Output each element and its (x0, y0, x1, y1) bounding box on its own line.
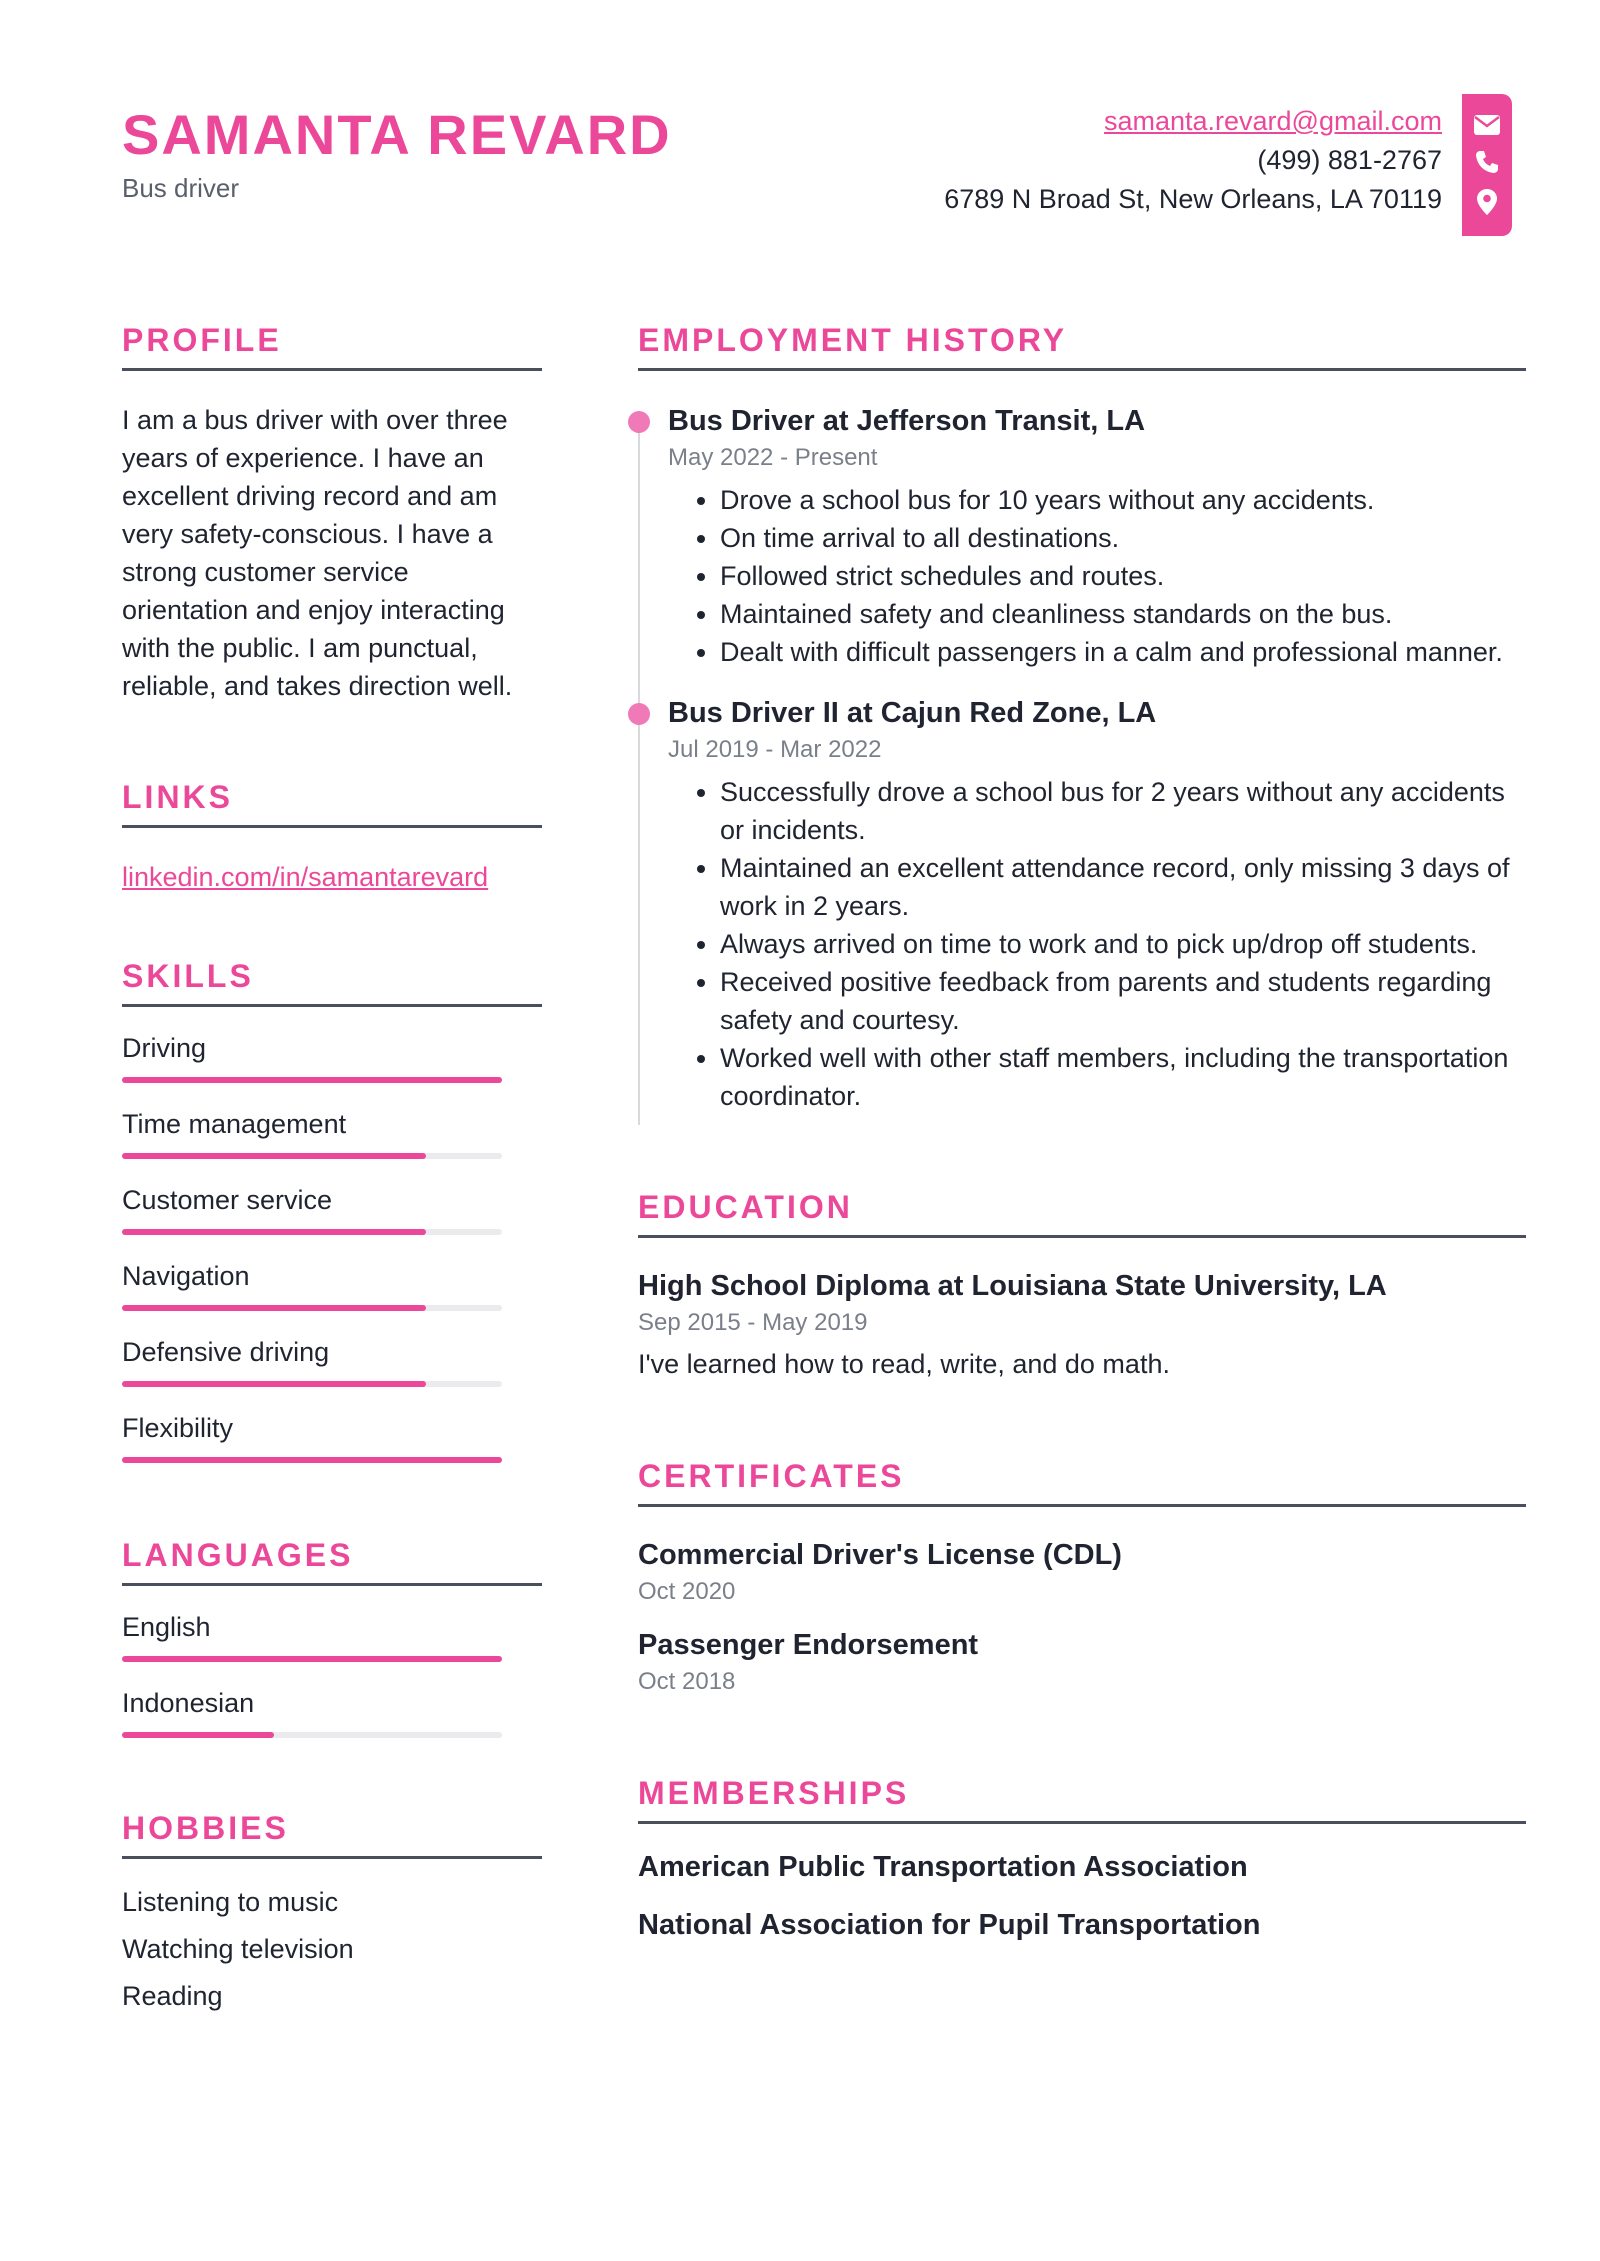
level-item (122, 1257, 542, 1311)
level-bar-fill (122, 1229, 426, 1235)
level-item (122, 1684, 542, 1738)
memberships-list (638, 1838, 1526, 1954)
bullet-item: • Drove a school bus for 10 years without any accidents. (720, 481, 1526, 519)
skills-section (122, 954, 542, 1463)
links-section (122, 775, 542, 896)
level-bar-fill (122, 1153, 426, 1159)
level-bar-track (122, 1305, 502, 1311)
section-heading: HOBBIES (122, 1806, 542, 1859)
level-item (122, 1608, 542, 1662)
level-bar-fill (122, 1077, 502, 1083)
certificate-title: Passenger Endorsement (638, 1629, 979, 1661)
certificate-entry (638, 1535, 1526, 1609)
level-name: Indonesian (122, 1688, 255, 1718)
section-heading: MEMBERSHIPS (638, 1771, 1526, 1824)
education-dates: Sep 2015 - May 2019 (638, 1309, 868, 1336)
level-name: Driving (122, 1033, 207, 1063)
membership-item: American Public Transportation Association (638, 1851, 1248, 1883)
hobbies-section (122, 1806, 542, 2020)
languages-list (122, 1608, 542, 1738)
section-heading: EMPLOYMENT HISTORY (638, 318, 1526, 371)
education-entry (638, 1266, 1526, 1384)
level-name: Time management (122, 1109, 347, 1139)
certificate-date: Oct 2020 (638, 1578, 736, 1605)
certificate-date: Oct 2018 (638, 1668, 736, 1695)
certificate-entry (638, 1625, 1526, 1699)
level-name: Customer service (122, 1185, 333, 1215)
job-entry (668, 693, 1526, 1115)
bullet-item: • Always arrived on time to work and to pick up/drop off students. (720, 925, 1526, 963)
hobby-item: Watching television (122, 1934, 354, 1964)
bullet-item: • On time arrival to all destinations. (720, 519, 1526, 557)
location-pin-icon (1477, 189, 1497, 215)
hobbies-list (122, 1879, 542, 2020)
candidate-name: SAMANTA REVARD (122, 103, 672, 166)
level-bar-track (122, 1457, 502, 1463)
bullet-item: • Maintained an excellent attendance record, only missing 3 days of work in 2 years. (720, 849, 1526, 925)
level-item (122, 1105, 542, 1159)
section-heading: LINKS (122, 775, 542, 828)
bullet-item: • Followed strict schedules and routes. (720, 557, 1526, 595)
level-bar-track (122, 1656, 502, 1662)
bullet-item: • Successfully drove a school bus for 2 years without any accidents or incidents. (720, 773, 1526, 849)
job-bullets (668, 773, 1526, 1115)
timeline-dot (628, 411, 650, 433)
hobby-item: Reading (122, 1981, 223, 2011)
address: 6789 N Broad St, New Orleans, LA 70119 (944, 184, 1442, 214)
certificates-section (638, 1454, 1526, 1699)
envelope-icon (1474, 115, 1500, 135)
level-bar-track (122, 1381, 502, 1387)
level-item (122, 1029, 542, 1083)
level-bar-fill (122, 1732, 274, 1738)
memberships-section (638, 1771, 1526, 1954)
contact-info (944, 102, 1442, 219)
level-bar-fill (122, 1457, 502, 1463)
education-section (638, 1185, 1526, 1384)
section-heading: LANGUAGES (122, 1533, 542, 1586)
level-name: Defensive driving (122, 1337, 330, 1367)
skills-list (122, 1029, 542, 1463)
level-name: English (122, 1612, 211, 1642)
bullet-item: • Dealt with difficult passengers in a calm and professional manner. (720, 633, 1526, 671)
section-heading: PROFILE (122, 318, 542, 371)
profile-text: I am a bus driver with over three years of experience. I have an excellent driving record and am very safety-conscious. I have a strong customer service orientation and enjoy interacting with the public. I am punctual, reliable, and takes direction well. (122, 405, 513, 701)
certificate-title: Commercial Driver's License (CDL) (638, 1539, 1122, 1571)
job-dates: May 2022 - Present (668, 444, 878, 471)
level-item (122, 1409, 542, 1463)
left-column (122, 318, 542, 2020)
level-bar-fill (122, 1381, 426, 1387)
education-description: I've learned how to read, write, and do math. (638, 1349, 1170, 1379)
job-entry (668, 401, 1526, 671)
section-heading: SKILLS (122, 954, 542, 1007)
level-item (122, 1333, 542, 1387)
level-bar-track (122, 1229, 502, 1235)
job-title: Bus Driver II at Cajun Red Zone, LA (668, 697, 1157, 729)
hobby-item: Listening to music (122, 1887, 339, 1917)
employment-timeline (638, 401, 1526, 1115)
level-bar-fill (122, 1305, 426, 1311)
level-bar-track (122, 1732, 502, 1738)
job-bullets (668, 481, 1526, 671)
job-dates: Jul 2019 - Mar 2022 (668, 736, 882, 763)
employment-section (638, 318, 1526, 1115)
bullet-item: • Received positive feedback from parents and students regarding safety and courtesy. (720, 963, 1526, 1039)
education-title: High School Diploma at Louisiana State University, LA (638, 1270, 1387, 1302)
languages-section (122, 1533, 542, 1738)
level-bar-fill (122, 1656, 502, 1662)
candidate-title: Bus driver (122, 173, 240, 203)
resume-header (122, 100, 1512, 240)
email-link[interactable]: samanta.revard@gmail.com (1103, 106, 1442, 136)
section-heading: EDUCATION (638, 1185, 1526, 1238)
contact-icon-bar (1462, 94, 1512, 236)
phone-icon (1475, 150, 1499, 174)
bullet-item: • Maintained safety and cleanliness standards on the bus. (720, 595, 1526, 633)
profile-section (122, 318, 542, 705)
phone-number: (499) 881-2767 (1257, 145, 1442, 175)
linkedin-link[interactable]: linkedin.com/in/samantarevard (122, 862, 489, 892)
level-name: Flexibility (122, 1413, 234, 1443)
level-bar-track (122, 1077, 502, 1083)
level-bar-track (122, 1153, 502, 1159)
bullet-item: • Worked well with other staff members, including the transportation coordinator. (720, 1039, 1526, 1115)
level-item (122, 1181, 542, 1235)
membership-item: National Association for Pupil Transportation (638, 1909, 1261, 1941)
level-name: Navigation (122, 1261, 250, 1291)
right-column (638, 318, 1526, 1954)
job-title: Bus Driver at Jefferson Transit, LA (668, 405, 1146, 437)
timeline-dot (628, 703, 650, 725)
section-heading: CERTIFICATES (638, 1454, 1526, 1507)
